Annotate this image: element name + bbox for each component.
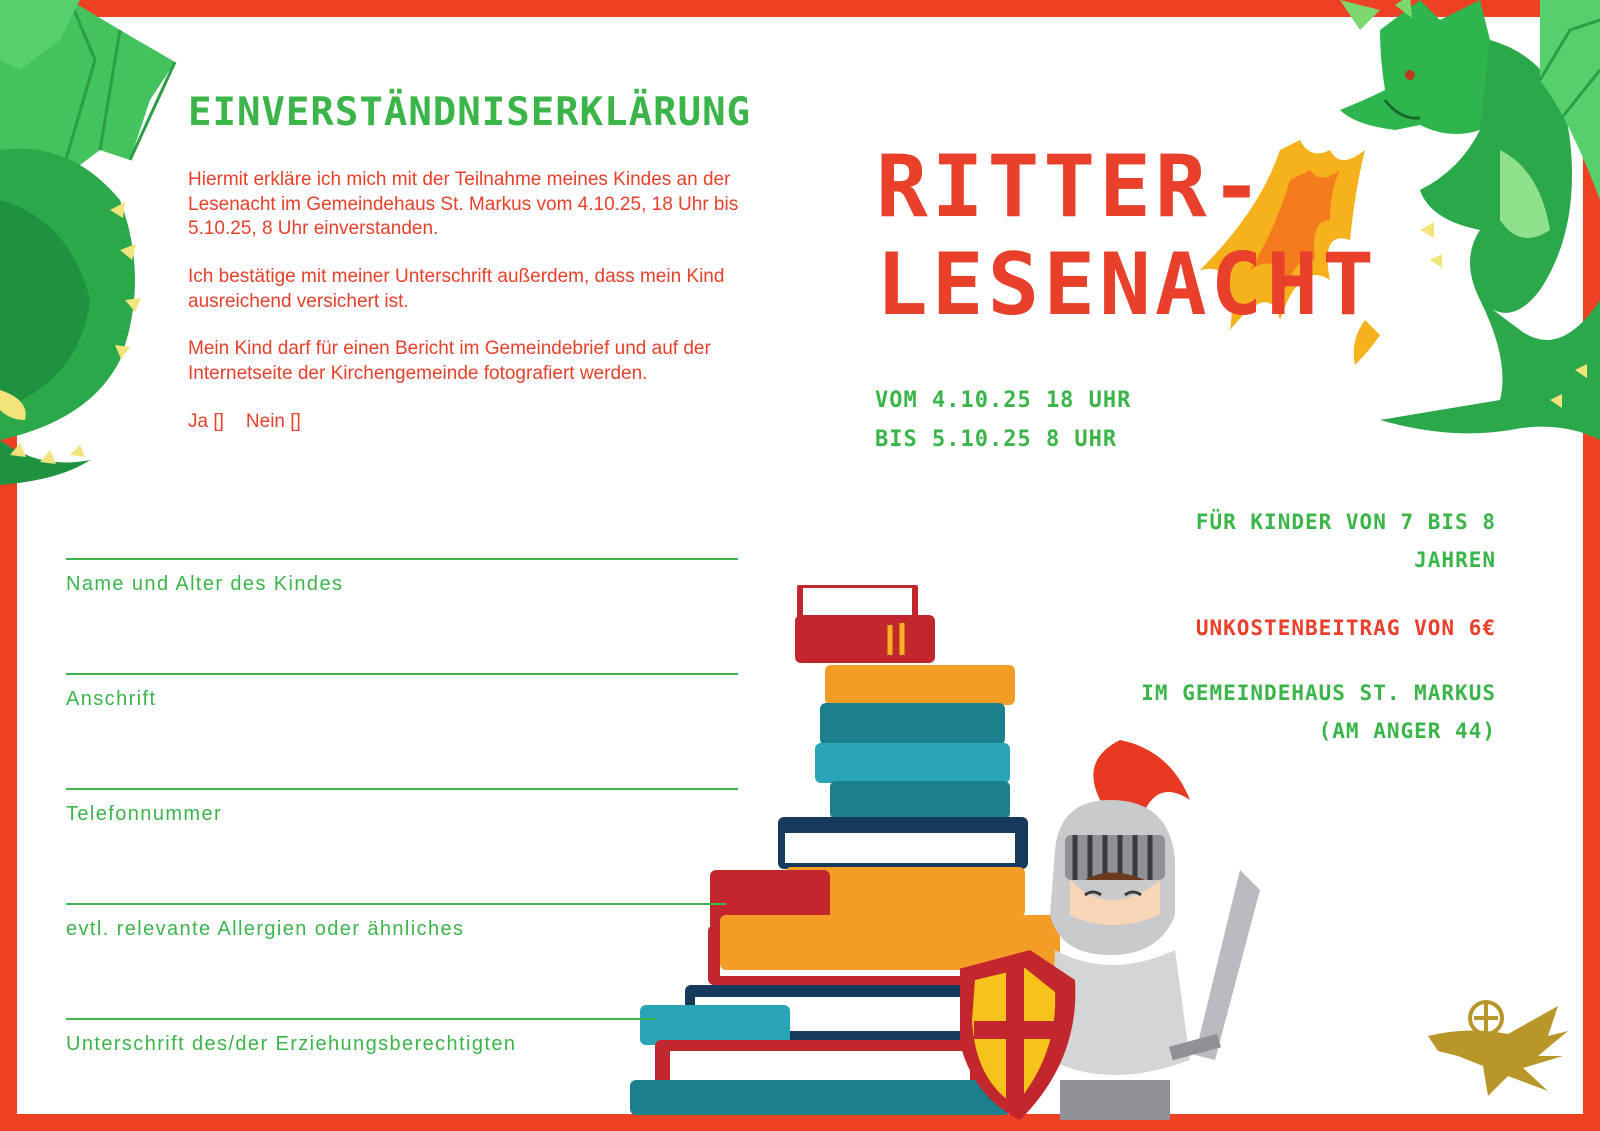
address-field-label: Anschrift — [66, 688, 157, 710]
name-age-field-line[interactable] — [66, 558, 738, 560]
knight-icon — [960, 740, 1290, 1120]
lion-emblem-logo-icon — [1428, 996, 1568, 1100]
dragon-left-icon — [0, 0, 190, 490]
photo-consent-yes-checkbox[interactable]: Ja [] — [188, 411, 224, 432]
name-age-field-label: Name und Alter des Kindes — [66, 573, 344, 595]
photo-consent-options — [188, 410, 301, 434]
photo-consent-no-checkbox[interactable]: Nein [] — [245, 411, 301, 432]
event-location-line-1: IM GEMEINDEHAUS ST. MARKUS — [1141, 681, 1496, 705]
consent-paragraph-1: Hiermit erkläre ich mich mit der Teilnahme meines Kindes an der Lesenacht im Gemeindehaus St. Markus vom 4.10.25, 18 Uhr bis 5.10.25, 8 Uhr einverstanden. — [188, 169, 739, 239]
phone-field-label: Telefonnummer — [66, 803, 223, 825]
consent-paragraph-2: Ich bestätige mit meiner Unterschrift außerdem, dass mein Kind ausreichend versichert ist. — [188, 266, 725, 312]
event-date-from: VOM 4.10.25 18 UHR — [875, 388, 1132, 413]
event-age-line-2: JAHREN — [1414, 548, 1496, 572]
event-location-line-2: (AM ANGER 44) — [1318, 719, 1496, 743]
signature-field-label: Unterschrift des/der Erziehungsberechtigten — [66, 1033, 517, 1055]
consent-title: EINVERSTÄNDNISERKLÄRUNG — [188, 90, 752, 135]
event-age-line-1: FÜR KINDER VON 7 BIS 8 — [1195, 510, 1496, 534]
event-title — [876, 138, 1378, 334]
signature-field-line[interactable] — [66, 1018, 656, 1020]
allergies-field-line[interactable] — [66, 903, 726, 905]
address-field-line[interactable] — [66, 673, 738, 675]
event-title-line-1: RITTER- — [876, 137, 1267, 237]
event-title-line-2: LESENACHT — [876, 235, 1378, 335]
phone-field-line[interactable] — [66, 788, 738, 790]
event-fee: UNKOSTENBEITRAG VON 6€ — [1195, 616, 1496, 640]
frame-bottom — [0, 1114, 1600, 1131]
event-age-range — [1196, 503, 1496, 579]
consent-paragraph-3: Mein Kind darf für einen Bericht im Gemeindebrief und auf der Internetseite der Kirchengemeinde fotografiert werden. — [188, 338, 711, 384]
allergies-field-label: evtl. relevante Allergien oder ähnliches — [66, 918, 465, 940]
event-date-to: BIS 5.10.25 8 UHR — [875, 427, 1118, 452]
event-location — [1141, 674, 1496, 750]
